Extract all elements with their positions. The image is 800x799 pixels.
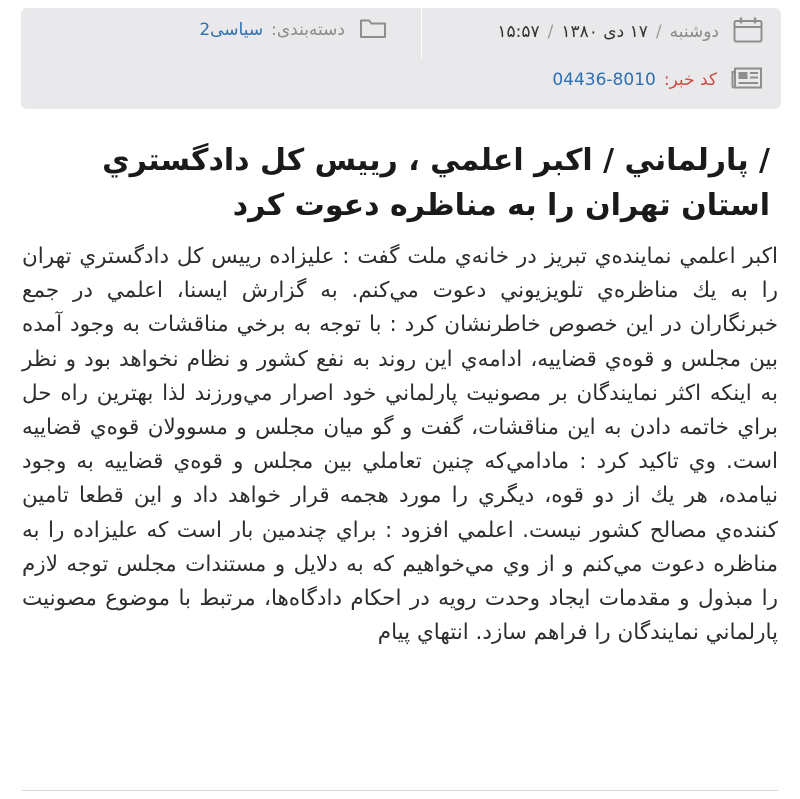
newspaper-icon	[731, 67, 763, 93]
meta-divider	[421, 8, 422, 58]
news-code-value: 04436-8010	[552, 70, 656, 90]
meta-time: ۱۵:۵۷	[497, 22, 540, 42]
article-headline: / پارلماني / اكبر اعلمي ، رييس كل دادگستري استان تهران را به مناظره دعوت كرد	[102, 143, 770, 223]
article-meta-box	[21, 8, 781, 109]
folder-icon	[359, 17, 387, 43]
news-code-label: کد خبر:	[663, 70, 717, 90]
category-label: دسته‌بندی:	[271, 20, 345, 40]
meta-news-code-row	[552, 67, 763, 93]
meta-weekday: دوشنبه	[669, 22, 719, 42]
meta-category-row	[199, 17, 387, 43]
article-body: اكبر اعلمي نماينده‌ي تبريز در خانه‌ي ملت گفت : عليزاده رييس كل دادگستري تهران را به يك مناظره‌ي تلويزيوني دعوت مي‌كنم. به گزارش ايسنا، اعلمي در جمع خبرنگاران در اين خصوص خاطرنشان كرد : با توجه به برخي مناقشات به وجود آمده بين مجلس و قوه‌ي قضاييه، ادامه‌ي اين روند به نفع كشور و نظام نخواهد بود و نظر به اينكه اكثر نمايندگان بر مصونيت پارلماني خود اصرار مي‌ورزند لذا بهترين راه حل براي خاتمه دادن به اين مناقشات، گفت و گو ميان مجلس و مسوولان قوه‌ي قضاييه است. وي تاكيد كرد : مادامي‌كه چنين تعاملي بين مجلس و قوه‌ي قضاييه به وجود نيامده، هر يك از دو قوه، ديگري را مورد هجمه قرار خواهد داد و اين قطعا تامين كننده‌ي مصالح كشور نيست. اعلمي افزود : براي چندمين بار است كه عليزاده را به مناظره دعوت مي‌كنم و از وي مي‌خواهيم كه به دلايل و مستندات مجلس توجه لازم را مبذول و مقدمات ايجاد وحدت رويه در احكام دادگاه‌ها، مرتبط با موضوع مصونيت پارلماني نمايندگان را فراهم سازد. انتهاي پيام	[22, 244, 778, 646]
bottom-divider	[22, 790, 778, 791]
calendar-icon	[733, 17, 763, 47]
category-link[interactable]: سیاسی2	[199, 20, 264, 40]
meta-date: ۱۷ دی ۱۳۸۰	[561, 22, 648, 42]
meta-date-row	[497, 17, 763, 47]
meta-separator: /	[547, 22, 554, 42]
meta-separator: /	[655, 22, 662, 42]
